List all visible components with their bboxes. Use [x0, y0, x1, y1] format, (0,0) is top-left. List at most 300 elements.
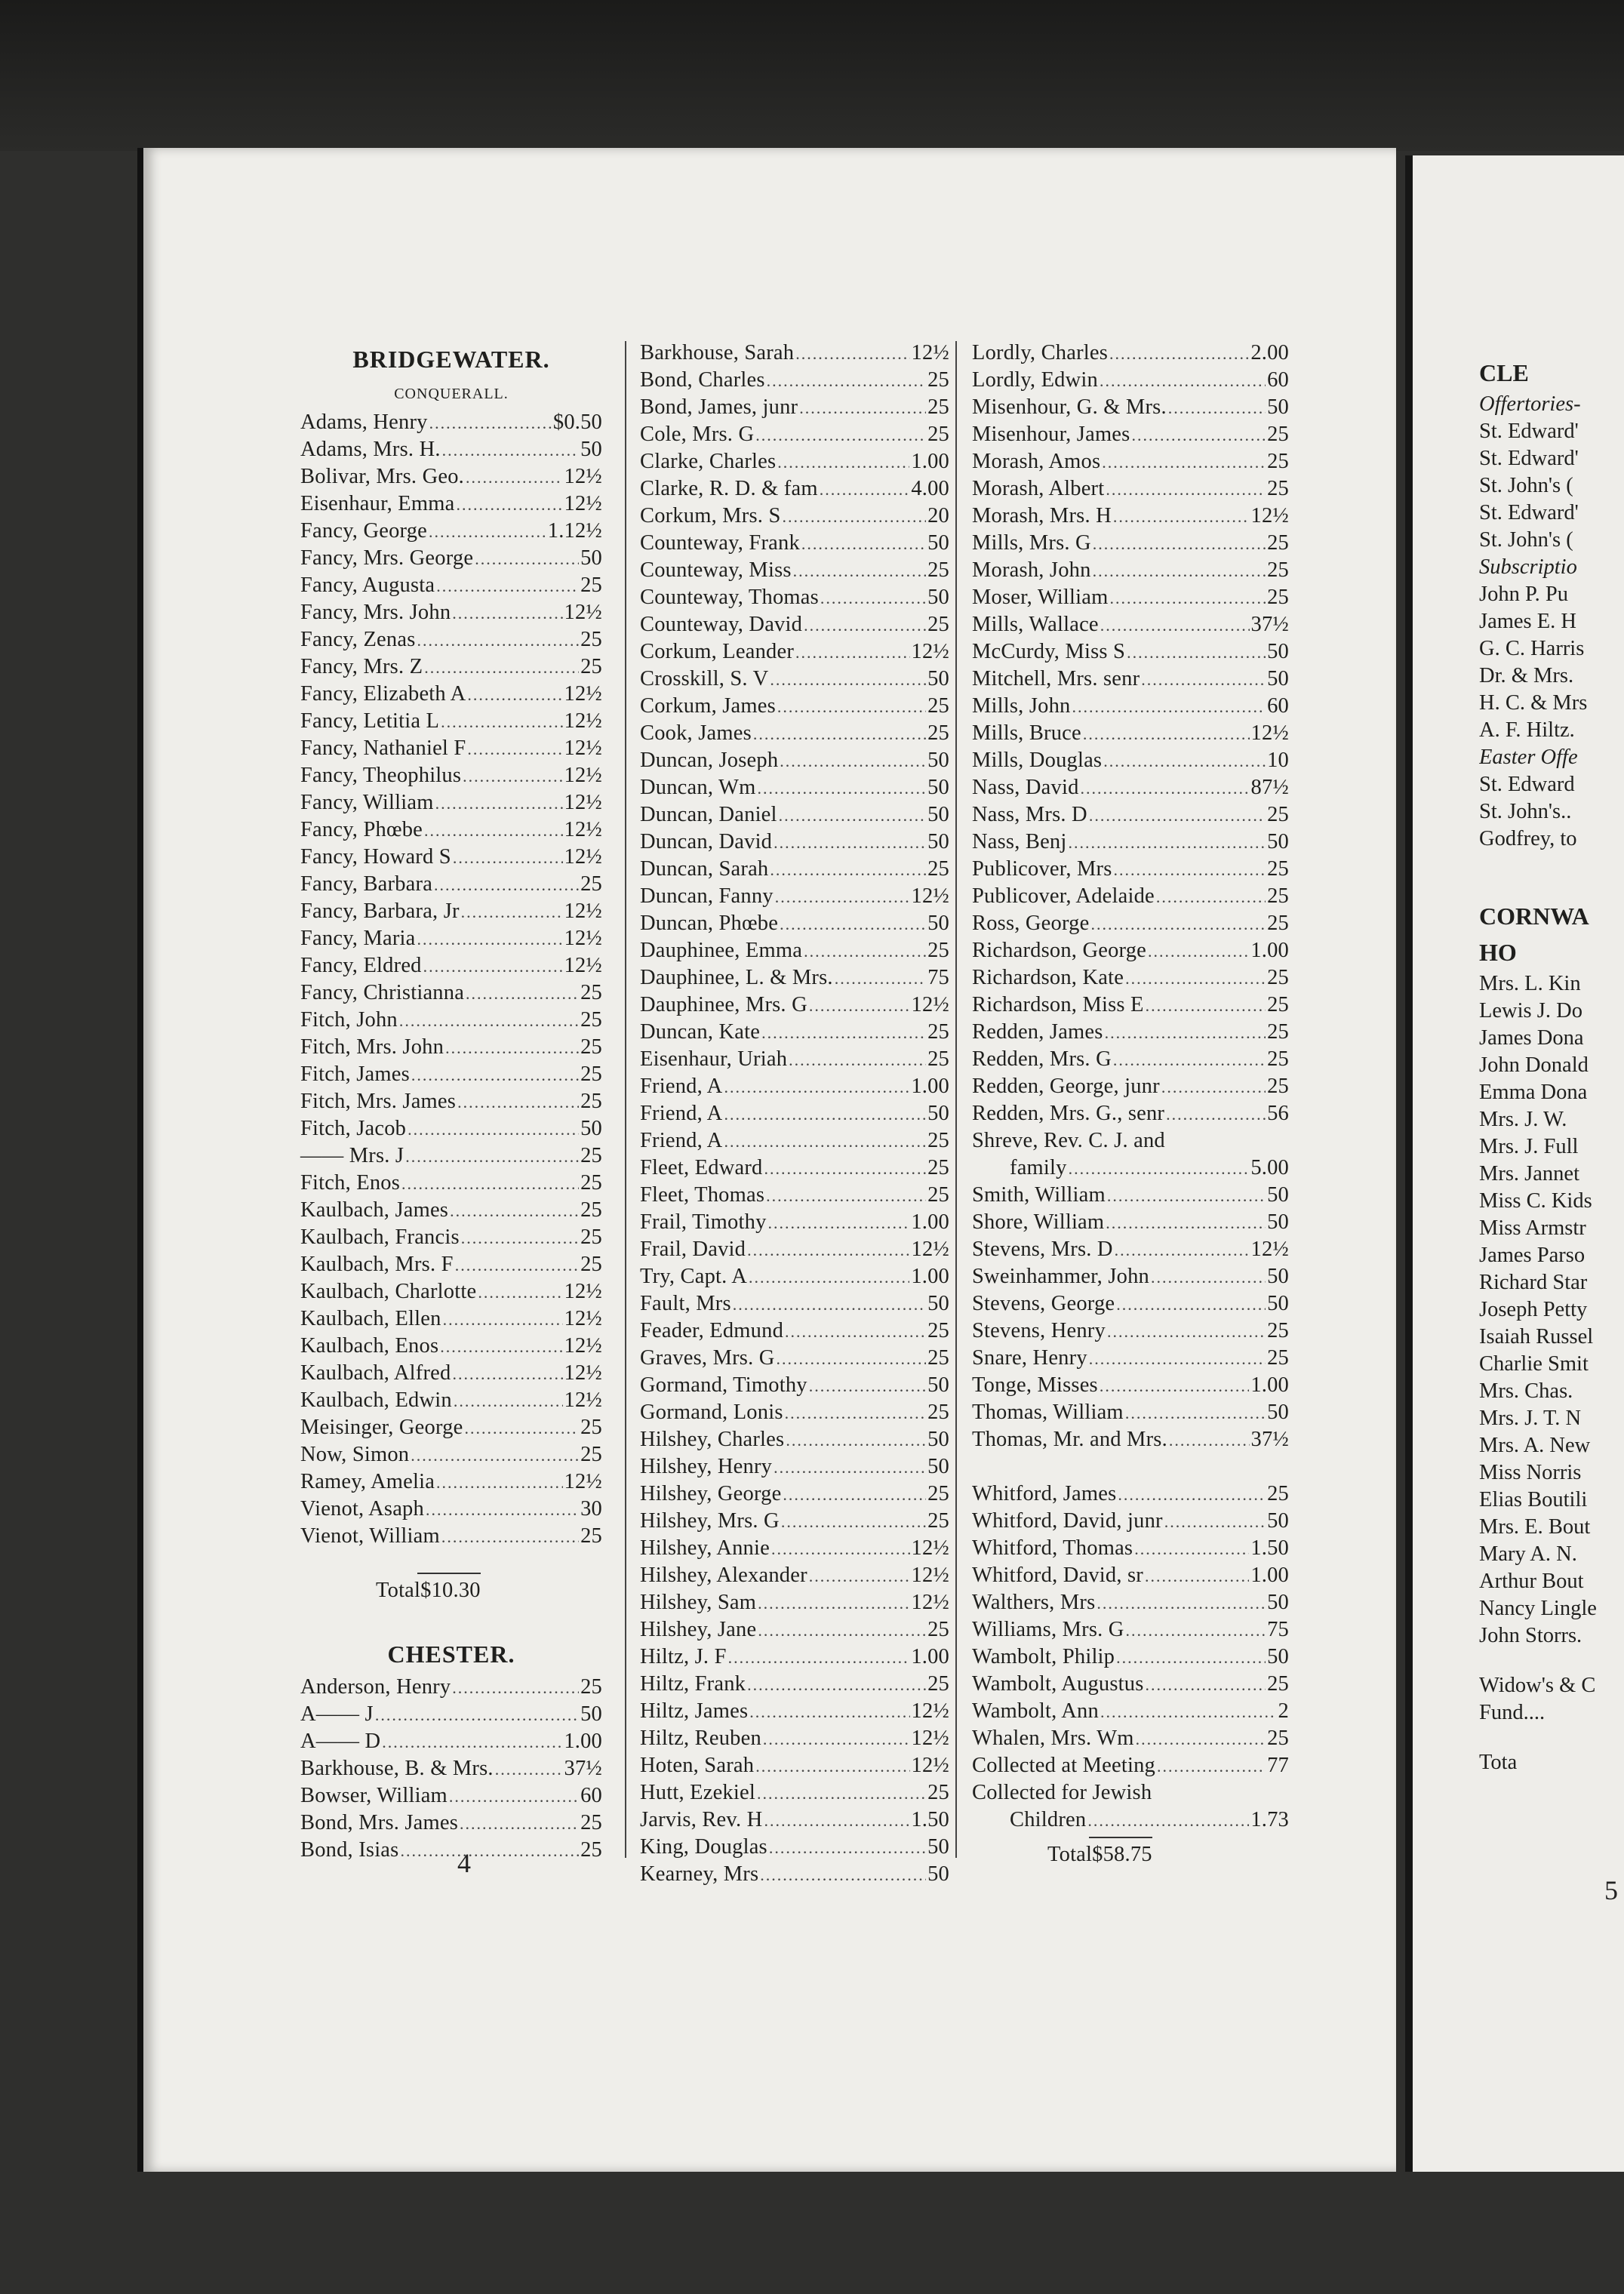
contribution-amount: 50	[927, 586, 949, 609]
contributor-name: Fancy, William	[300, 791, 434, 814]
list-item	[972, 1399, 1289, 1426]
list-item	[972, 1073, 1289, 1100]
text-line: St. John's (	[1479, 528, 1573, 552]
list-item	[300, 952, 602, 979]
list-item	[972, 910, 1289, 937]
contributor-name: Bond, Isias	[300, 1838, 399, 1862]
contributor-name: Barkhouse, Sarah	[640, 341, 795, 364]
contribution-amount: 25	[1267, 966, 1289, 989]
contributor-name: Hiltz, Reuben	[640, 1727, 761, 1750]
contributor-name: Fancy, Barbara, Jr	[300, 899, 460, 923]
list-item	[640, 367, 949, 394]
list-item	[300, 1115, 602, 1142]
text-line	[1479, 875, 1624, 898]
contributor-name: Redden, James	[972, 1020, 1103, 1044]
contribution-amount: 50	[927, 1835, 949, 1859]
list-item	[640, 1399, 949, 1426]
contribution-amount: 12½	[911, 640, 949, 663]
text-line	[1479, 1727, 1624, 1749]
section-heading: CORNWA	[1479, 903, 1589, 930]
list-item	[640, 1861, 949, 1888]
contributor-name: Friend, A	[640, 1129, 723, 1152]
contributor-name: Fancy, Mrs. Z	[300, 655, 423, 678]
contributor-name: Publicover, Mrs	[972, 857, 1112, 881]
contributor-name: Fancy, Christianna	[300, 981, 465, 1004]
list-item	[972, 448, 1289, 475]
contributor-name: Frail, David	[640, 1238, 746, 1261]
contributor-name: Gormand, Lonis	[640, 1401, 783, 1424]
text-line: A. F. Hiltz.	[1479, 718, 1575, 742]
contributor-name: Mills, John	[972, 694, 1071, 718]
list-item	[972, 747, 1289, 774]
list-item	[640, 910, 949, 937]
section-heading: CLE	[1479, 359, 1529, 386]
list-item	[640, 1318, 949, 1345]
contributor-name: Wambolt, Augustus	[972, 1672, 1144, 1696]
contribution-amount: 12½	[911, 1564, 949, 1587]
list-item	[972, 937, 1289, 964]
list-item	[640, 1807, 949, 1834]
text-line: Mrs. Chas.	[1479, 1379, 1573, 1403]
list-item	[972, 584, 1289, 611]
text-line: Mrs. L. Kin	[1479, 972, 1581, 995]
contributor-name: Nass, Mrs. D	[972, 803, 1087, 826]
list-item	[300, 1728, 602, 1755]
list-item	[972, 1100, 1289, 1127]
list-item	[972, 1508, 1289, 1535]
list-item	[640, 638, 949, 666]
text-line: John P. Pu	[1479, 583, 1569, 606]
list-item	[972, 1725, 1289, 1752]
contribution-amount: 25	[927, 1672, 949, 1696]
contribution-amount: 25	[580, 574, 602, 597]
contributor-name: Kearney, Mrs	[640, 1862, 759, 1886]
list-item	[972, 340, 1289, 367]
contribution-amount: 12½	[564, 1470, 602, 1493]
contribution-amount: 50	[927, 749, 949, 772]
contributor-name: Corkum, Mrs. S	[640, 504, 781, 527]
text-line: Charlie Smit	[1479, 1352, 1589, 1376]
list-item	[300, 789, 602, 816]
contributor-name: Richardson, Miss E	[972, 993, 1144, 1016]
list-item	[640, 774, 949, 801]
contributor-name: Williams, Mrs. G	[972, 1618, 1124, 1641]
contributor-name: Fitch, Mrs. James	[300, 1090, 457, 1113]
contribution-amount: 87½	[1250, 776, 1289, 799]
text-line: Fund....	[1479, 1701, 1546, 1724]
section-heading-chester: CHESTER.	[387, 1641, 515, 1668]
contributor-name: Now, Simon	[300, 1443, 410, 1466]
list-item	[640, 1127, 949, 1155]
list-item	[640, 1426, 949, 1453]
contribution-amount: 25	[1267, 450, 1289, 473]
list-item	[640, 611, 949, 638]
subsection-heading-conquerall: CONQUERALL.	[394, 386, 509, 402]
text-line: Joseph Petty	[1479, 1298, 1588, 1321]
column-divider	[955, 341, 957, 1858]
contributor-name: Duncan, Kate	[640, 1020, 761, 1044]
contribution-amount: 25	[927, 1346, 949, 1370]
contributor-name: Counteway, Thomas	[640, 586, 819, 609]
column-bridgewater-chester	[300, 340, 602, 1864]
contribution-amount: 12½	[564, 927, 602, 950]
contributor-name: Fancy, Howard S	[300, 845, 451, 869]
list-item	[300, 1755, 602, 1782]
list-item	[972, 1616, 1289, 1644]
contribution-amount: 25	[580, 1171, 602, 1195]
section-heading-bridgewater: BRIDGEWATER.	[352, 346, 550, 373]
contributor-name: Whitford, David, sr	[972, 1564, 1143, 1587]
contribution-amount: 25	[580, 1253, 602, 1276]
contribution-amount: 25	[580, 1675, 602, 1699]
contributor-name: Counteway, Frank	[640, 531, 800, 555]
contributor-name: Fault, Mrs	[640, 1292, 731, 1315]
contributor-name: Meisinger, George	[300, 1416, 463, 1439]
contribution-amount: 12½	[564, 601, 602, 624]
contribution-amount: 75	[1267, 1618, 1289, 1641]
list-item	[972, 883, 1289, 910]
contribution-amount: 50	[1267, 1401, 1289, 1424]
contribution-amount: 25	[580, 1198, 602, 1222]
list-item	[300, 871, 602, 898]
contributor-name: Vienot, William	[300, 1524, 440, 1548]
list-item	[972, 557, 1289, 584]
list-item	[972, 1589, 1289, 1616]
contributor-name: Lordly, Edwin	[972, 368, 1098, 392]
list-item	[300, 1414, 602, 1441]
list-item	[972, 1481, 1289, 1508]
contributor-name: Richardson, Kate	[972, 966, 1124, 989]
contributor-name: Richardson, George	[972, 939, 1147, 962]
list-item	[640, 1752, 949, 1779]
contribution-amount: 25	[927, 368, 949, 392]
text-line: Mrs. J. T. N	[1479, 1407, 1582, 1430]
contributor-name: Fleet, Edward	[640, 1156, 763, 1179]
contribution-amount: 50	[580, 546, 602, 570]
list-item	[640, 720, 949, 747]
contributor-name: Fancy, Barbara	[300, 872, 433, 896]
contributor-name: Thomas, William	[972, 1401, 1124, 1424]
list-item	[640, 1779, 949, 1807]
contribution-amount: 25	[580, 1090, 602, 1113]
contributor-name: Sweinhammer, John	[972, 1265, 1149, 1288]
list-item	[972, 1318, 1289, 1345]
contributor-name: Bond, Charles	[640, 368, 765, 392]
contribution-amount: 50	[1267, 1591, 1289, 1614]
text-line: Arthur Bout	[1479, 1570, 1584, 1593]
contributor-name: Stevens, George	[972, 1292, 1115, 1315]
list-item	[300, 1142, 602, 1170]
list-item	[300, 1387, 602, 1414]
contribution-amount: 50	[927, 1455, 949, 1478]
contribution-amount: 12½	[1250, 1238, 1289, 1261]
contribution-amount: 25	[927, 1047, 949, 1071]
contribution-amount: 37½	[1250, 613, 1289, 636]
list-item	[640, 1345, 949, 1372]
list-item	[300, 1251, 602, 1278]
column-two	[640, 340, 949, 1888]
contributor-name: Shore, William	[972, 1210, 1105, 1234]
contributor-name: Fancy, Nathaniel F	[300, 736, 466, 760]
contribution-amount: 50	[580, 1117, 602, 1140]
list-item	[640, 1372, 949, 1399]
contributor-name: Kaulbach, Alfred	[300, 1361, 451, 1385]
contribution-amount: 50	[1267, 1645, 1289, 1668]
contribution-amount: 25	[1267, 1319, 1289, 1342]
contribution-amount: 25	[580, 1811, 602, 1834]
contribution-amount: 25	[1267, 1346, 1289, 1370]
contribution-amount: 25	[580, 1062, 602, 1086]
text-line: Elias Boutili	[1479, 1488, 1588, 1511]
contributor-name: A—— D	[300, 1730, 381, 1753]
list-item	[300, 1674, 602, 1701]
contribution-amount: 25	[1267, 1672, 1289, 1696]
list-item	[972, 1345, 1289, 1372]
contributor-name: Mills, Douglas	[972, 749, 1103, 772]
list-item	[300, 979, 602, 1007]
contribution-amount: 60	[1267, 368, 1289, 392]
contribution-amount: 25	[1267, 803, 1289, 826]
contribution-amount: 12½	[564, 709, 602, 733]
contribution-amount: 25	[580, 1144, 602, 1167]
contribution-amount: 12½	[1250, 721, 1289, 745]
contributor-name: Fitch, Jacob	[300, 1117, 407, 1140]
contribution-amount: 1.50	[1250, 1536, 1289, 1560]
list-item	[300, 681, 602, 708]
contribution-amount: 25	[1267, 531, 1289, 555]
contribution-amount: 12½	[564, 736, 602, 760]
list-item	[300, 1170, 602, 1197]
list-item	[640, 1100, 949, 1127]
list-item	[640, 530, 949, 557]
contributor-name: Graves, Mrs. G	[640, 1346, 775, 1370]
contributor-name: Try, Capt. A	[640, 1265, 748, 1288]
contributor-name: Vienot, Asaph	[300, 1497, 424, 1521]
list-item	[640, 1535, 949, 1562]
contributor-name: King, Douglas	[640, 1835, 767, 1859]
list-item	[972, 1236, 1289, 1263]
list-item	[972, 1698, 1289, 1725]
list-item	[640, 1698, 949, 1725]
contributor-name: Hutt, Ezekiel	[640, 1781, 755, 1804]
contribution-amount: 20	[927, 504, 949, 527]
contribution-amount: 12½	[564, 818, 602, 841]
list-item	[640, 1725, 949, 1752]
list-item	[972, 801, 1289, 829]
list-item	[972, 367, 1289, 394]
contributor-name: Friend, A	[640, 1075, 723, 1098]
list-item	[972, 720, 1289, 747]
contribution-amount: 25	[580, 981, 602, 1004]
contributor-name: Hilshey, Mrs. G	[640, 1509, 780, 1533]
contributor-name: Adams, Henry	[300, 411, 428, 434]
text-line: G. C. Harris	[1479, 637, 1585, 660]
contribution-amount: 25	[1267, 477, 1289, 500]
contributor-name: Wambolt, Ann	[972, 1699, 1099, 1723]
contribution-amount: 25	[1267, 993, 1289, 1016]
contribution-amount: 25	[580, 1524, 602, 1548]
contributor-name: Fancy, Mrs. George	[300, 546, 474, 570]
list-item	[300, 1034, 602, 1061]
list-item	[972, 1046, 1289, 1073]
list-item	[640, 394, 949, 421]
contribution-amount: 12½	[564, 1334, 602, 1358]
contribution-amount: 25	[580, 1416, 602, 1439]
list-item	[300, 1305, 602, 1333]
list-item	[972, 964, 1289, 992]
contributor-name: Hilshey, Sam	[640, 1591, 757, 1614]
contribution-amount: 12½	[564, 1388, 602, 1412]
list-item	[300, 545, 602, 572]
contributor-name: Redden, Mrs. G	[972, 1047, 1112, 1071]
contributor-name: Lordly, Charles	[972, 341, 1109, 364]
list-item	[972, 1182, 1289, 1209]
list-item	[640, 1019, 949, 1046]
text-line: James E. H	[1479, 610, 1577, 633]
contribution-amount: 25	[580, 872, 602, 896]
contribution-amount: 25	[1267, 1020, 1289, 1044]
list-item	[972, 1426, 1289, 1453]
list-item	[300, 1496, 602, 1523]
list-item: family ..... 5.00	[972, 1155, 1289, 1182]
contribution-amount: 25	[927, 1129, 949, 1152]
list-item	[640, 693, 949, 720]
contribution-amount: 1.00	[911, 1645, 949, 1668]
text-line: Mary A. N.	[1479, 1542, 1577, 1566]
list-item	[640, 1834, 949, 1861]
contribution-amount: 12½	[911, 341, 949, 364]
contributor-name: Kaulbach, Edwin	[300, 1388, 452, 1412]
contribution-amount: 1.00	[911, 1075, 949, 1098]
contributor-name: Collected at Meeting	[972, 1754, 1156, 1777]
contributor-name: Mills, Mrs. G	[972, 531, 1091, 555]
list-item	[640, 1155, 949, 1182]
contribution-amount: 12½	[564, 492, 602, 515]
contributor-name: Duncan, Joseph	[640, 749, 779, 772]
contributor-name: Fitch, James	[300, 1062, 410, 1086]
chester-list	[300, 1674, 602, 1864]
list-item	[640, 829, 949, 856]
list-item	[640, 557, 949, 584]
contributor-name: Anderson, Henry	[300, 1675, 451, 1699]
contribution-amount: 30	[580, 1497, 602, 1521]
contribution-amount: 25	[580, 1443, 602, 1466]
contribution-amount: 50	[927, 1292, 949, 1315]
contributor-name: Fitch, John	[300, 1008, 398, 1032]
list-item	[300, 409, 602, 436]
list-item	[972, 1644, 1289, 1671]
column-total: Total $58.75	[972, 1841, 1289, 1871]
contribution-amount: 60	[1267, 694, 1289, 718]
text-line: St. John's (	[1479, 474, 1573, 497]
contribution-amount: 25	[927, 694, 949, 718]
contribution-amount: 12½	[564, 1307, 602, 1330]
list-item	[300, 490, 602, 518]
contribution-amount: 50	[1267, 1265, 1289, 1288]
section-heading: HO	[1479, 939, 1517, 966]
contributor-name: Duncan, Phœbe	[640, 912, 779, 935]
scan-backdrop	[0, 0, 1624, 151]
text-line: James Dona	[1479, 1026, 1584, 1050]
contribution-amount: 50	[927, 531, 949, 555]
contribution-amount: 25	[1267, 1482, 1289, 1505]
list-item	[300, 925, 602, 952]
list-item	[640, 964, 949, 992]
contribution-amount: 1.00	[1250, 1373, 1289, 1397]
list-item	[972, 829, 1289, 856]
list-item	[972, 774, 1289, 801]
list-item	[300, 1810, 602, 1837]
list-item	[640, 1046, 949, 1073]
list-item: Collected for Jewish	[972, 1781, 1152, 1804]
contributor-name: Kaulbach, Francis	[300, 1225, 460, 1249]
contributor-name: Fleet, Thomas	[640, 1183, 765, 1207]
contribution-amount: 37½	[1250, 1428, 1289, 1451]
contribution-amount: 25	[1267, 857, 1289, 881]
text-line: Easter Offe	[1479, 746, 1578, 769]
list-item	[300, 572, 602, 599]
contribution-amount: 1.00	[911, 450, 949, 473]
contributor-name: Duncan, Daniel	[640, 803, 777, 826]
contributor-name: Fancy, George	[300, 519, 428, 543]
contributor-name: Morash, Amos	[972, 450, 1101, 473]
contributor-name: Fancy, Elizabeth A	[300, 682, 466, 706]
list-item	[640, 1508, 949, 1535]
contributor-name: Morash, John	[972, 558, 1091, 582]
contributor-name: Kaulbach, James	[300, 1198, 449, 1222]
list-item	[640, 448, 949, 475]
contribution-amount: 25	[927, 1319, 949, 1342]
contribution-amount: 1.00	[1250, 1564, 1289, 1587]
contribution-amount: 50	[927, 912, 949, 935]
contributor-name: Crosskill, S. V	[640, 667, 769, 690]
list-item	[300, 1360, 602, 1387]
list-item	[972, 1019, 1289, 1046]
contributor-name: Hiltz, J. F	[640, 1645, 727, 1668]
list-item: Children ..... 1.73	[972, 1807, 1289, 1834]
list-item: Shreve, Rev. C. J. and	[972, 1129, 1165, 1152]
contributor-name: Whitford, Thomas	[972, 1536, 1133, 1560]
text-line: Nancy Lingle	[1479, 1597, 1597, 1620]
text-line: St. Edward'	[1479, 447, 1579, 470]
contributor-name: Counteway, Miss	[640, 558, 792, 582]
text-line: Mrs. Jannet	[1479, 1162, 1579, 1185]
contributor-name: Stevens, Mrs. D	[972, 1238, 1113, 1261]
contributor-name: Dauphinee, Emma	[640, 939, 803, 962]
contributor-name: Clarke, R. D. & fam	[640, 477, 818, 500]
list-item	[972, 1671, 1289, 1698]
contribution-amount: 50	[927, 830, 949, 853]
contribution-amount: 50	[927, 1102, 949, 1125]
contributor-name: Publicover, Adelaide	[972, 884, 1155, 908]
right-page-text	[1479, 355, 1624, 1776]
list-item	[972, 992, 1289, 1019]
contribution-amount: 50	[927, 803, 949, 826]
contribution-amount: 12½	[564, 899, 602, 923]
contribution-amount: 25	[927, 1183, 949, 1207]
contributor-list-3b	[972, 1182, 1289, 1453]
contribution-amount: 50	[1267, 1509, 1289, 1533]
list-item	[640, 1290, 949, 1318]
text-line: Dr. & Mrs.	[1479, 664, 1574, 687]
contributor-name: Moser, William	[972, 586, 1109, 609]
contribution-amount: 50	[1267, 830, 1289, 853]
contributor-name: Gormand, Timothy	[640, 1373, 807, 1397]
contributor-name: Duncan, Sarah	[640, 857, 769, 881]
list-item	[972, 693, 1289, 720]
contribution-amount: 25	[580, 1838, 602, 1862]
contributor-name: Fancy, Zenas	[300, 628, 416, 651]
